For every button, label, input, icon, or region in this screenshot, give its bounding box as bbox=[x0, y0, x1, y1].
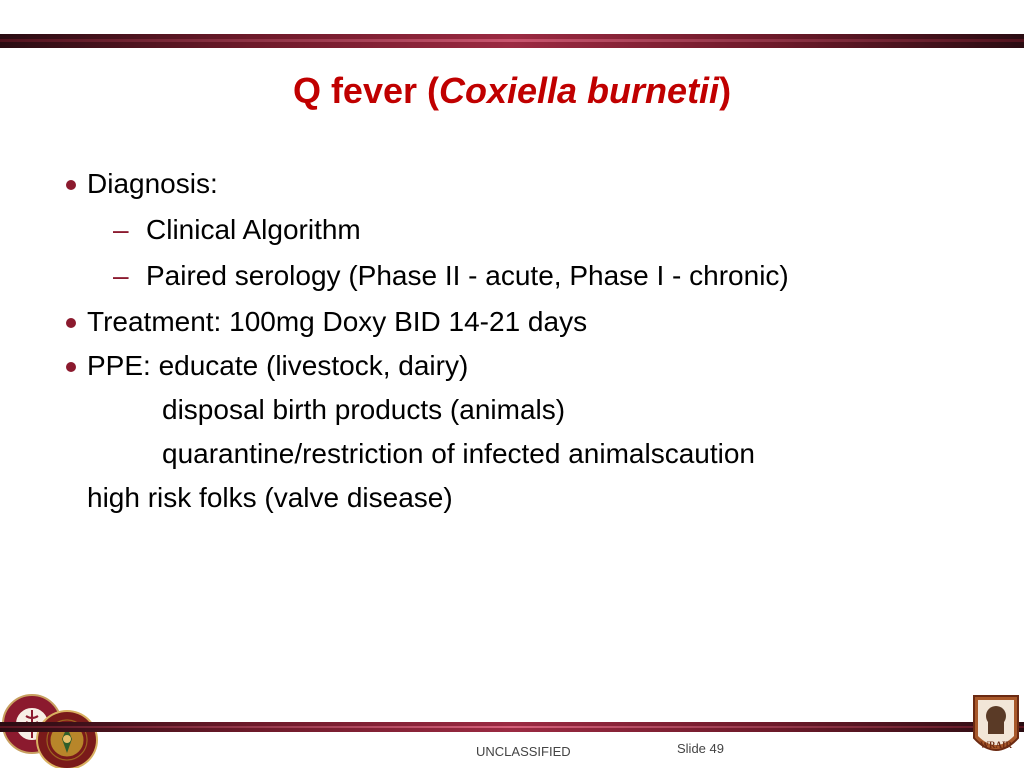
sub-bullet-clinical bbox=[60, 214, 960, 246]
top-decorative-bar bbox=[0, 34, 1024, 48]
military-crest-icon bbox=[36, 710, 98, 768]
sub-bullet-serology bbox=[60, 260, 960, 292]
ppe-line: high risk folks (valve disease) bbox=[87, 482, 453, 513]
bullet-diagnosis bbox=[60, 168, 960, 200]
title-suffix: ) bbox=[719, 70, 732, 111]
bullet-text: Treatment: 100mg Doxy BID 14-21 days bbox=[87, 306, 588, 337]
sub-bullet-text: Paired serology (Phase II - acute, Phase I - chronic) bbox=[146, 260, 789, 291]
ppe-line: disposal birth products (animals) bbox=[162, 394, 566, 425]
slide-number: Slide 49 bbox=[677, 741, 724, 756]
bottom-decorative-bar bbox=[0, 722, 1024, 732]
dash-icon: – bbox=[113, 260, 129, 291]
title-prefix: Q fever ( bbox=[292, 70, 439, 111]
slide-content bbox=[60, 168, 960, 528]
title-italic: Coxiella burnetii bbox=[439, 70, 720, 111]
bullet-dot-icon bbox=[66, 362, 76, 372]
bullet-treatment bbox=[60, 306, 960, 338]
dash-icon: – bbox=[113, 214, 129, 245]
ppe-line: quarantine/restriction of infected animalscaution bbox=[162, 438, 756, 469]
sub-bullet-text: Clinical Algorithm bbox=[146, 214, 361, 245]
wrair-logo-text: WRAIR bbox=[979, 740, 1013, 750]
bullet-dot-icon bbox=[66, 180, 76, 190]
bullet-text: Diagnosis: bbox=[87, 168, 218, 199]
wrair-shield-icon bbox=[970, 692, 1022, 762]
bullet-ppe bbox=[60, 350, 960, 514]
bullet-dot-icon bbox=[66, 318, 76, 328]
slide-title bbox=[0, 70, 1024, 112]
classification-label: UNCLASSIFIED bbox=[476, 744, 571, 759]
ppe-line: PPE: educate (livestock, dairy) bbox=[87, 350, 469, 381]
